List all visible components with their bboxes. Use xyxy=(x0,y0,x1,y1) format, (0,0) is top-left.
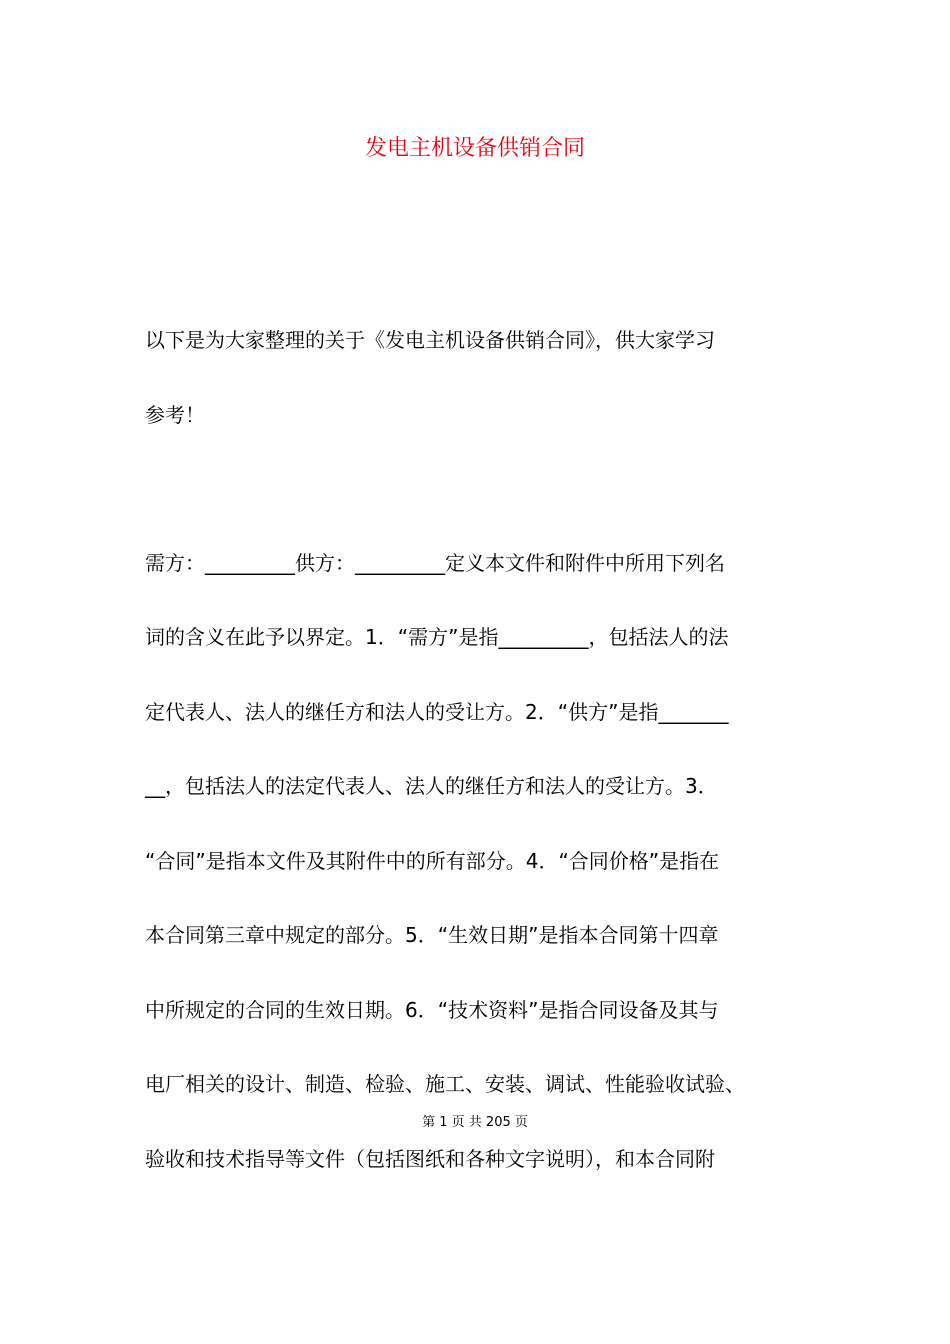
page-number-footer: 第 1 页 共 205 页 xyxy=(422,1115,528,1130)
paragraph-line-9: 中所规定的合同的生效日期。6．“技术资料”是指合同设备及其与 xyxy=(145,998,719,1022)
paragraph-line-7: “合同”是指本文件及其附件中的所有部分。4．“合同价格”是指在 xyxy=(145,849,720,873)
paragraph-line-11: 验收和技术指导等文件（包括图纸和各种文字说明），和本合同附 xyxy=(145,1147,715,1171)
paragraph-line-10: 电厂相关的设计、制造、检验、施工、安装、调试、性能验收试验、 xyxy=(145,1072,745,1096)
paragraph-line-3: 需方：_________供方：_________定义本文件和附件中所用下列名 xyxy=(145,551,725,575)
paragraph-line-5: 定代表人、法人的继任方和法人的受让方。2．“供方”是指_______ xyxy=(145,700,729,724)
document-title: 发电主机设备供销合同 xyxy=(364,136,585,161)
paragraph-line-4: 词的含义在此予以界定。1．“需方”是指_________，包括法人的法 xyxy=(145,625,729,649)
paragraph-line-2: 参考！ xyxy=(145,403,205,427)
paragraph-line-8: 本合同第三章中规定的部分。5．“生效日期”是指本合同第十四章 xyxy=(145,923,719,947)
paragraph-line-1: 以下是为大家整理的关于《发电主机设备供销合同》，供大家学习 xyxy=(145,328,715,352)
paragraph-line-6: __，包括法人的法定代表人、法人的继任方和法人的受让方。3． xyxy=(145,774,718,798)
